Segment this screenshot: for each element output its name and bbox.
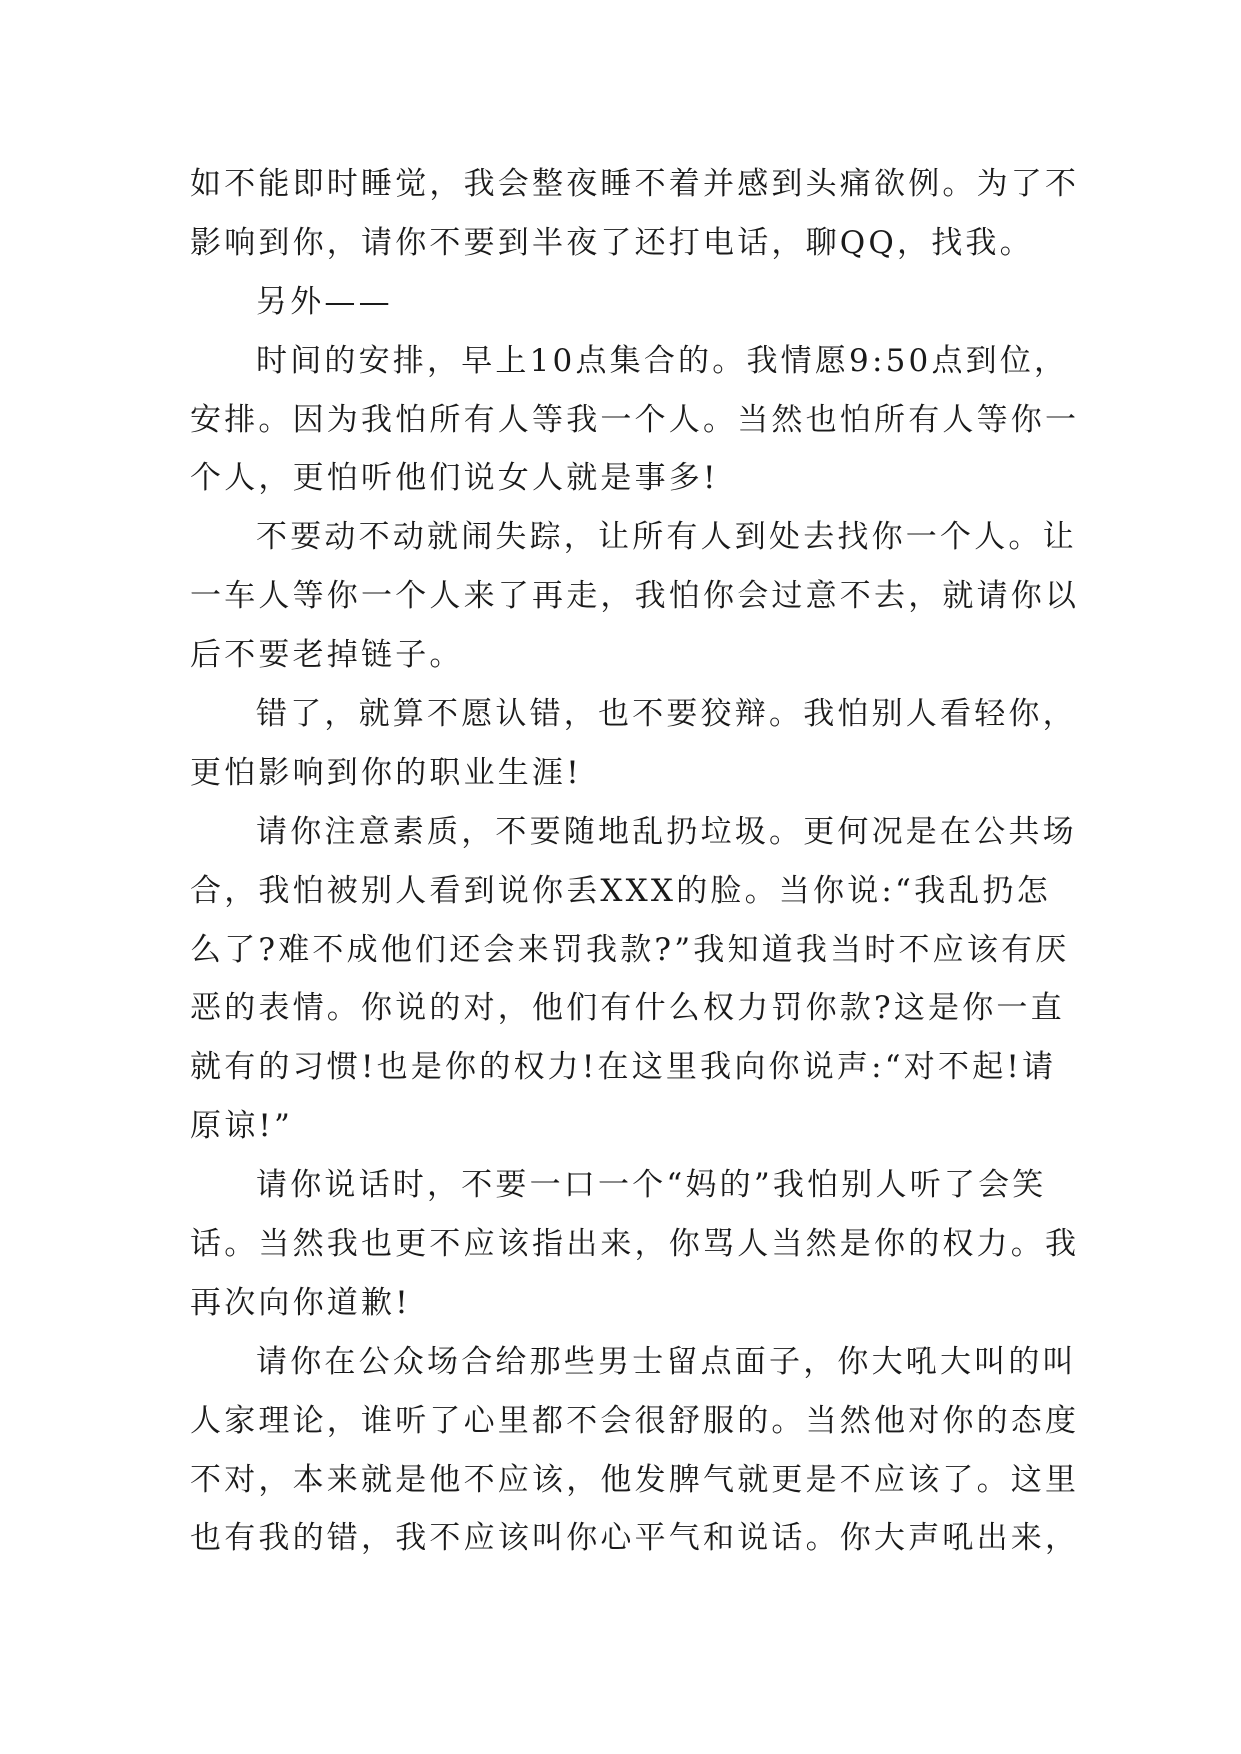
text-line: 后不要老掉链子。: [190, 637, 464, 674]
text-line: 原谅!”: [190, 1108, 294, 1145]
text-line: 错了，就算不愿认错，也不要狡辩。我怕别人看轻你，: [256, 696, 1077, 733]
text-line: 恶的表情。你说的对，他们有什么权力罚你款?这是你一直: [190, 990, 1065, 1027]
text-line: 安排。因为我怕所有人等我一个人。当然也怕所有人等你一: [190, 401, 1080, 438]
text-line: 请你在公众场合给那些男士留点面子，你大吼大叫的叫: [256, 1343, 1077, 1380]
text-line: 如不能即时睡觉，我会整夜睡不着并感到头痛欲例。为了不: [190, 166, 1080, 202]
text-line: 个人，更怕听他们说女人就是事多!: [190, 460, 719, 497]
text-line: 也有我的错，我不应该叫你心平气和说话。你大声吼出来，: [190, 1520, 1080, 1557]
text-line: 影响到你，请你不要到半夜了还打电话，聊QQ，找我。: [190, 224, 1034, 261]
text-line: 不对，本来就是他不应该，他发脾气就更是不应该了。这里: [190, 1461, 1080, 1498]
text-line: 么了?难不成他们还会来罚我款?”我知道我当时不应该有厌: [190, 931, 1070, 968]
text-line: 一车人等你一个人来了再走，我怕你会过意不去，就请你以: [190, 578, 1080, 615]
text-line: 另外——: [256, 283, 393, 320]
text-line: 更怕影响到你的职业生涯!: [190, 754, 582, 791]
document-body: [190, 155, 1080, 1568]
text-line: 就有的习惯!也是你的权力!在这里我向你说声:“对不起!请: [190, 1049, 1057, 1086]
text-line: 请你注意素质，不要随地乱扔垃圾。更何况是在公共场: [256, 813, 1077, 850]
text-line: 话。当然我也更不应该指出来，你骂人当然是你的权力。我: [190, 1226, 1080, 1263]
text-line: 时间的安排，早上10点集合的。我情愿9:50点到位，: [256, 342, 1069, 379]
text-line: 合，我怕被别人看到说你丢XXX的脸。当你说:“我乱扔怎: [190, 872, 1051, 909]
text-line: 请你说话时，不要一口一个“妈的”我怕别人听了会笑: [256, 1167, 1047, 1204]
text-line: 再次向你道歉!: [190, 1284, 411, 1321]
text-line: 人家理论，谁听了心里都不会很舒服的。当然他对你的态度: [190, 1402, 1080, 1439]
text-line: 不要动不动就闹失踪，让所有人到处去找你一个人。让: [256, 519, 1077, 556]
